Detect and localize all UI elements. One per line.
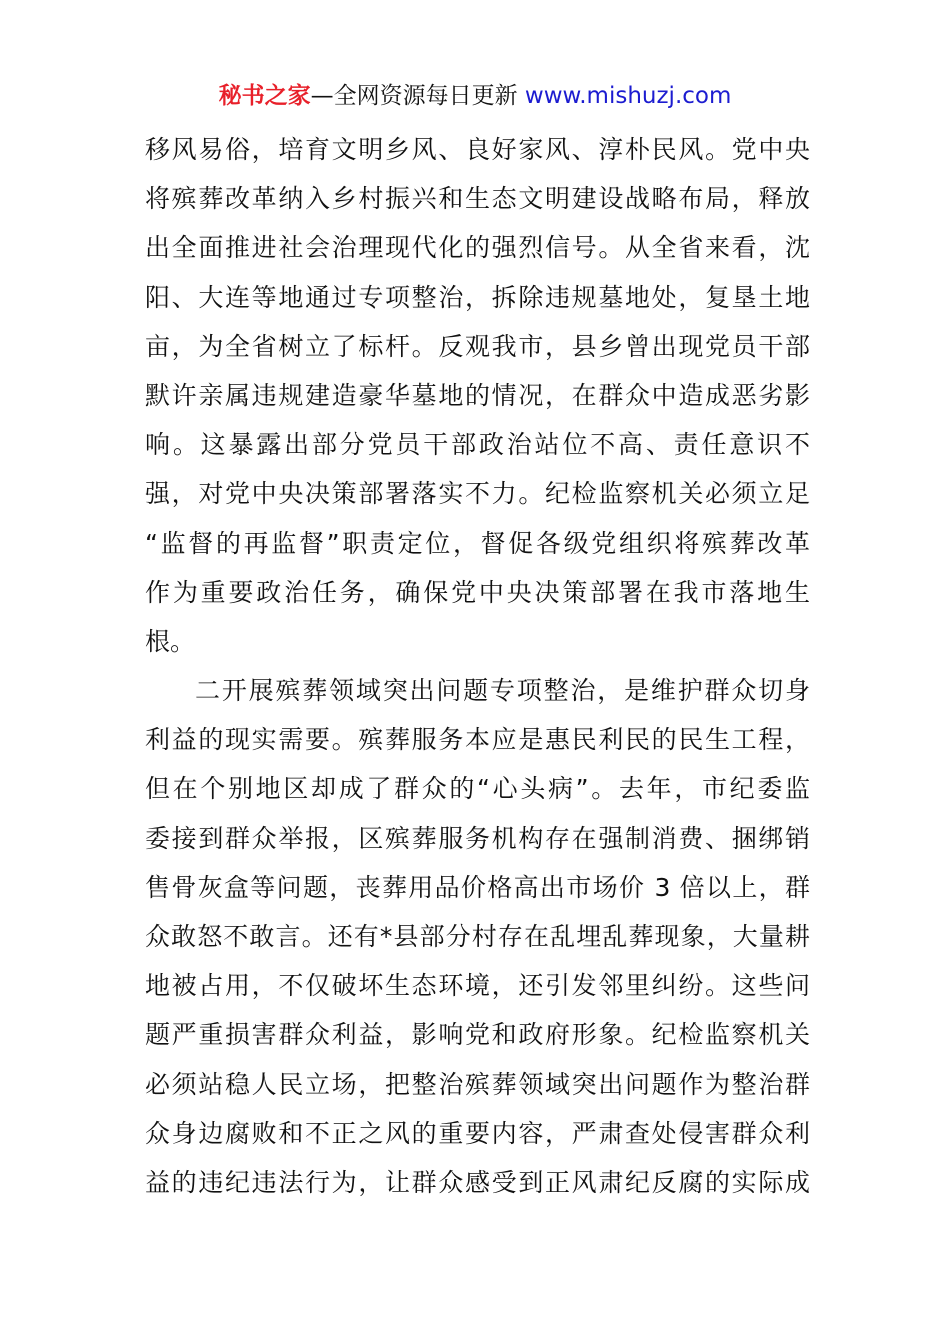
site-url-link[interactable]: www.mishuzj.com (524, 83, 732, 109)
text-line: 亩，为全省树立了标杆。反观我市，县乡曾出现党员干部 (145, 331, 810, 361)
text-line: 委接到群众举报，区殡葬服务机构存在强制消费、捆绑销 (145, 823, 810, 853)
text-line: 将殡葬改革纳入乡村振兴和生态文明建设战略布局，释放 (145, 184, 810, 214)
text-line: 必须站稳人民立场，把整治殡葬领域突出问题作为整治群 (145, 1069, 810, 1099)
text-line: 利益的现实需要。殡葬服务本应是惠民利民的民生工程， (145, 725, 810, 755)
text-line: 出全面推进社会治理现代化的强烈信号。从全省来看，沈 (145, 233, 810, 263)
site-brand: 秘书之家 (218, 83, 311, 109)
document-body (145, 125, 810, 1207)
site-slogan: —全网资源每日更新 (310, 83, 525, 109)
text-line: 默许亲属违规建造豪华墓地的情况，在群众中造成恶劣影 (145, 380, 810, 410)
site-header (0, 80, 950, 112)
text-line: 地被占用，不仅破坏生态环境，还引发邻里纠纷。这些问 (145, 971, 810, 1001)
paragraph-first-line: 二开展殡葬领域突出问题专项整治，是维护群众切身 (195, 676, 810, 706)
text-line: 众敢怒不敢言。还有*县部分村存在乱埋乱葬现象，大量耕 (145, 922, 810, 951)
text-line: 强，对党中央决策部署落实不力。纪检监察机关必须立足 (145, 479, 810, 509)
text-line: 根。 (145, 626, 196, 656)
text-line: 售骨灰盒等问题，丧葬用品价格高出市场价 3 倍以上，群 (145, 872, 810, 902)
text-line: 移风易俗，培育文明乡风、良好家风、淳朴民风。党中央 (145, 135, 810, 164)
text-line: “监督的再监督”职责定位，督促各级党组织将殡葬改革 (145, 528, 810, 558)
text-line: 作为重要政治任务，确保党中央决策部署在我市落地生 (145, 577, 810, 607)
text-line: 阳、大连等地通过专项整治，拆除违规墓地处，复垦土地 (145, 282, 810, 312)
text-line: 益的违纪违法行为，让群众感受到正风肃纪反腐的实际成 (145, 1167, 810, 1197)
text-line: 但在个别地区却成了群众的“心头病”。去年，市纪委监 (145, 774, 810, 804)
text-line: 响。这暴露出部分党员干部政治站位不高、责任意识不 (145, 430, 810, 460)
text-line: 题严重损害群众利益，影响党和政府形象。纪检监察机关 (145, 1020, 810, 1050)
text-line: 众身边腐败和不正之风的重要内容，严肃查处侵害群众利 (145, 1118, 810, 1148)
